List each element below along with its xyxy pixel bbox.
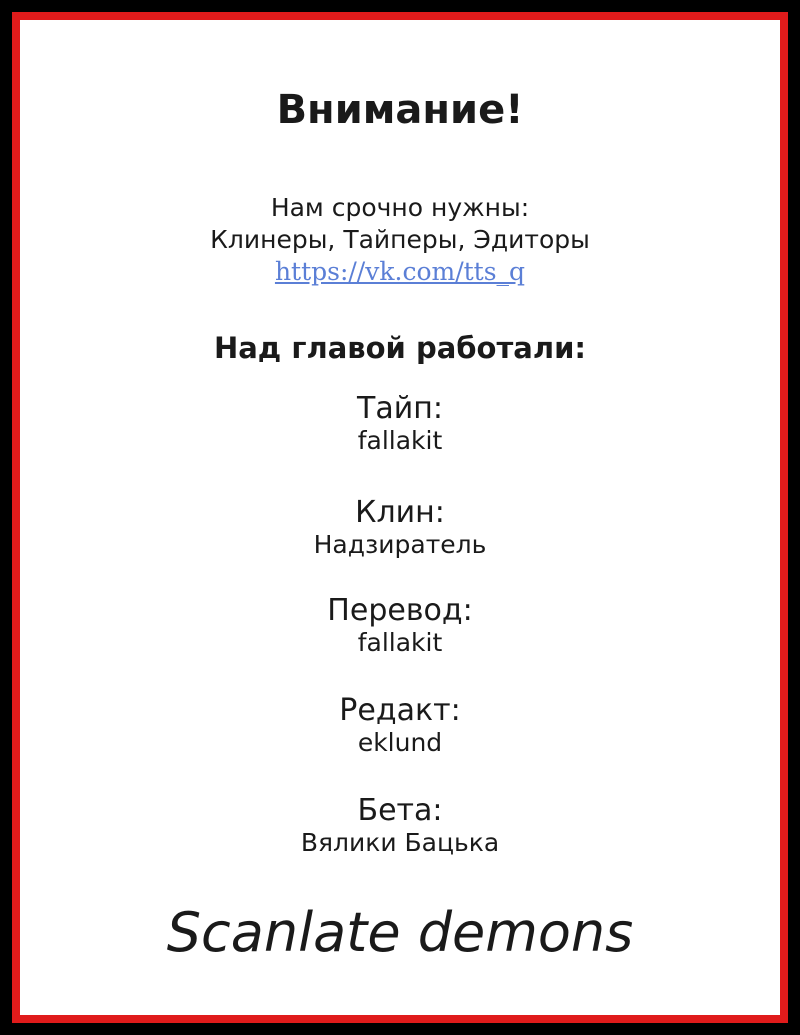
- credit-name: eklund: [357, 728, 443, 757]
- vk-link[interactable]: https://vk.com/tts_q: [274, 257, 526, 286]
- notice-line-2: Клинеры, Тайперы, Эдиторы: [210, 225, 590, 254]
- page-title: Внимание!: [276, 87, 524, 133]
- credit-role: Клин:: [355, 495, 445, 530]
- credit-name: Вялики Бацька: [300, 828, 500, 857]
- credit-editing: [20, 694, 780, 758]
- team-signature: Scanlate demons: [166, 901, 634, 964]
- credit-typesetting: [20, 392, 780, 456]
- worked-heading: Над главой работали:: [213, 331, 587, 365]
- credits-page: [20, 20, 780, 1015]
- recruitment-notice: [20, 192, 780, 288]
- notice-line-1: Нам срочно нужны:: [270, 193, 530, 222]
- credit-beta: [20, 794, 780, 858]
- credit-name: Надзиратель: [313, 530, 487, 559]
- credit-translation: [20, 594, 780, 658]
- credit-role: Редакт:: [339, 693, 461, 728]
- credit-name: fallakit: [357, 628, 443, 657]
- credit-role: Тайп:: [357, 391, 443, 426]
- credit-role: Перевод:: [327, 593, 473, 628]
- credit-role: Бета:: [357, 793, 443, 828]
- credit-name: fallakit: [357, 426, 443, 455]
- credit-cleaning: [20, 496, 780, 560]
